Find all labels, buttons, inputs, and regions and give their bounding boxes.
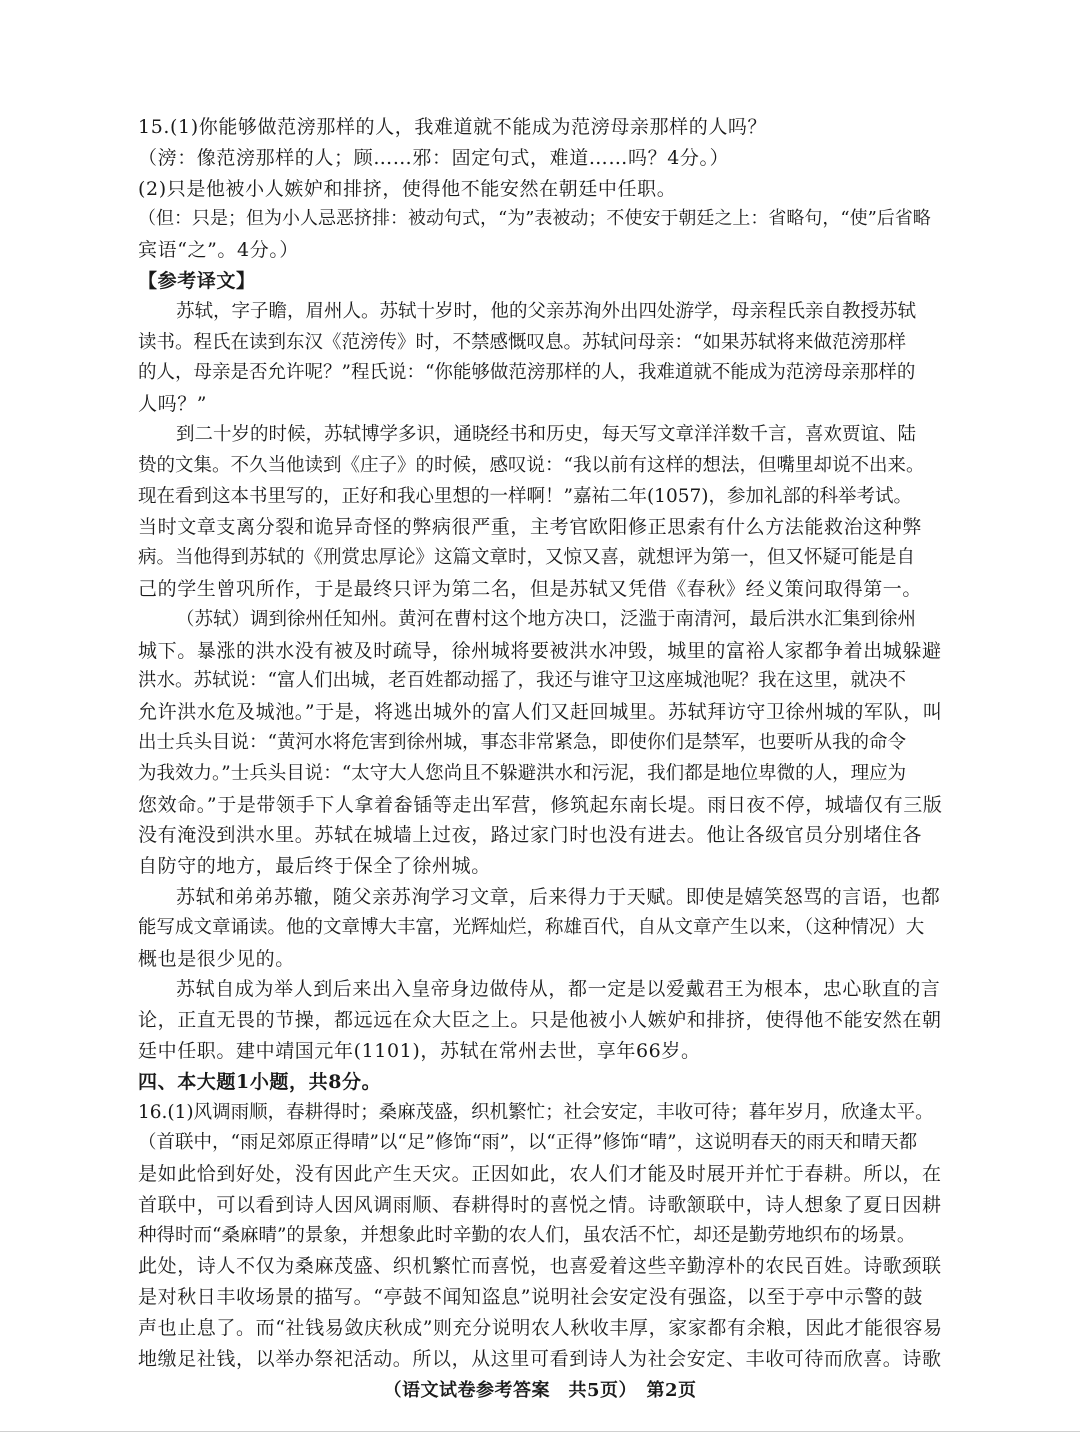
translation-p5-line: 廷中任职。建中靖国元年(1101)，苏轼在常州去世，享年66岁。 <box>138 1039 701 1062</box>
translation-p4-line: 苏轼和弟弟苏辙，随父亲苏洵学习文章，后来得力于天赋。即使是嬉笑怒骂的言语，也都 <box>176 885 941 908</box>
answer-16-1-note: 地缴足社钱，以举办祭祀活动。所以，从这里可看到诗人为社会安定、丰收可待而欣喜。诗歌 <box>138 1347 942 1370</box>
translation-p3-line: （苏轼）调到徐州任知州。黄河在曹村这个地方决口，泛滥于南清河，最后洪水汇集到徐州 <box>176 608 917 630</box>
translation-p1-line: 苏轼，字子瞻，眉州人。苏轼十岁时，他的父亲苏洵外出四处游学，母亲程氏亲自教授苏轼 <box>176 300 917 322</box>
translation-p2-line: 贽的文集。不久当他读到《庄子》的时候，感叹说：“我以前有这样的想法，但嘴里却说不出来。 <box>138 454 925 476</box>
answer-16-1: 16.(1)风调雨顺，春耕得时；桑麻茂盛，织机繁忙；社会安定，丰收可待；暮年岁月，欣逢太平。 <box>138 1101 934 1123</box>
translation-p3-line: 洪水。苏轼说：“富人们出城，老百姓都动摇了，我还与谁守卫这座城池呢？我在这里，就决不 <box>138 670 906 692</box>
translation-p3-line: 允许洪水危及城池。”于是，将逃出城外的富人们又赶回城里。苏轼拜访守卫徐州城的军队，叫 <box>138 701 943 724</box>
answer-16-1-note: 是如此恰到好处，没有因此产生天灾。正因如此，农人们才能及时展开并忙于春耕。所以，在 <box>138 1163 942 1186</box>
answer-16-1-note: 此处，诗人不仅为桑麻茂盛、织机繁忙而喜悦，也喜爱着这些辛勤淳朴的农民百姓。诗歌颈联 <box>138 1255 942 1278</box>
translation-p2-line: 病。当他得到苏轼的《刑赏忠厚论》这篇文章时，又惊又喜，就想评为第一，但又怀疑可能是自 <box>138 547 916 569</box>
translation-p2-line: 己的学生曾巩所作，于是最终只评为第二名，但是苏轼又凭借《春秋》经义策问取得第一。 <box>138 577 923 600</box>
translation-p3-line: 自防守的地方，最后终于保全了徐州城。 <box>138 855 491 878</box>
translation-p2-line: 当时文章支离分裂和诡异奇怪的弊病很严重，主考官欧阳修正思索有什么方法能救治这种弊 <box>138 516 923 539</box>
answer-16-1-note: 是对秋日丰收场景的描写。“亭鼓不闻知盗息”说明社会安定没有强盗，以至于亭中示警的鼓 <box>138 1286 924 1309</box>
answer-16-1-note: 种得时而“桑麻晴”的景象，并想象此时辛勤的农人们，虽农活不忙，却还是勤劳地织布的场景。 <box>138 1224 916 1246</box>
translation-p3-line: 您效命。”于是带领手下人拿着畚锸等走出军营，修筑起东南长堤。雨日夜不停，城墙仅有三版 <box>138 793 943 816</box>
bottom-divider <box>0 1431 1080 1432</box>
answer-15-2-note-cont: 宾语“之”。4分。） <box>138 239 300 262</box>
translation-p3-line: 没有淹没到洪水里。苏轼在城墙上过夜，路过家门时也没有进去。他让各级官员分别堵住各 <box>138 824 923 847</box>
translation-p1-line: 的人，母亲是否允许呢？”程氏说：“你能够做范滂那样的人，我难道就不能成为范滂母亲那样的 <box>138 362 916 384</box>
translation-heading: 【参考译文】 <box>138 269 256 292</box>
translation-p5-line: 苏轼自成为举人到后来出入皇帝身边做侍从，都一定是以爱戴君王为根本，忠心耿直的言 <box>176 978 941 1001</box>
translation-p5-line: 论，正直无畏的节操，都远远在众大臣之上。只是他被小人嫉妒和排挤，使得他不能安然在朝 <box>138 1009 942 1032</box>
answer-15-1: 15.(1)你能够做范滂那样的人，我难道就不能成为范滂母亲那样的人吗？ <box>138 116 768 138</box>
section-four-heading: 四、本大题1小题，共8分。 <box>138 1070 382 1093</box>
answer-page <box>138 112 948 1375</box>
answer-16-1-note: 声也止息了。而“社钱易敛庆秋成”则充分说明农人秋收丰厚，家家都有余粮，因此才能很容易 <box>138 1317 943 1340</box>
answer-16-1-note: （首联中，“雨足郊原正得晴”以“足”修饰“雨”，以“正得”修饰“晴”，这说明春天的雨天和晴天都 <box>138 1132 918 1154</box>
translation-p3-line: 城下。暴涨的洪水没有被及时疏导，徐州城将要被洪水冲毁，城里的富裕人家都争着出城躲避 <box>138 639 942 662</box>
translation-p1-line: 人吗？” <box>138 393 208 416</box>
translation-p3-line: 出士兵头目说：“黄河水将危害到徐州城，事态非常紧急，即使你们是禁军，也要听从我的命令 <box>138 731 906 753</box>
answer-15-2: (2)只是他被小人嫉妒和排挤，使得他不能安然在朝廷中任职。 <box>138 177 677 200</box>
answer-16-1-note: 首联中，可以看到诗人因风调雨顺、春耕得时的喜悦之情。诗歌颔联中，诗人想象了夏日因耕 <box>138 1193 942 1216</box>
page-footer: （语文试卷参考答案 共5页） 第2页 <box>383 1380 697 1401</box>
answer-15-1-note: （滂：像范滂那样的人；顾……邪：固定句式，难道……吗？4分。） <box>138 146 730 169</box>
translation-p4-line: 能写成文章诵读。他的文章博大丰富，光辉灿烂，称雄百代，自从文章产生以来，（这种情况）大 <box>138 916 925 938</box>
answer-15-2-note: （但：只是；但为小人忌恶挤排：被动句式，“为”表被动；不使安于朝廷之上：省略句，“使”后省略 <box>138 208 931 230</box>
translation-p2-line: 到二十岁的时候，苏轼博学多识，通晓经书和历史，每天写文章洋洋数千言，喜欢贾谊、陆 <box>176 423 917 445</box>
translation-p2-line: 现在看到这本书里写的，正好和我心里想的一样啊！”嘉祐二年(1057)，参加礼部的科举考试。 <box>138 485 912 507</box>
translation-p3-line: 为我效力。”士兵头目说：“太守大人您尚且不躲避洪水和污泥，我们都是地位卑微的人，理应为 <box>138 762 907 784</box>
translation-p4-line: 概也是很少见的。 <box>138 947 295 970</box>
translation-p1-line: 读书。程氏在读到东汉《范滂传》时，不禁感慨叹息。苏轼问母亲：“如果苏轼将来做范滂那样 <box>138 331 906 353</box>
